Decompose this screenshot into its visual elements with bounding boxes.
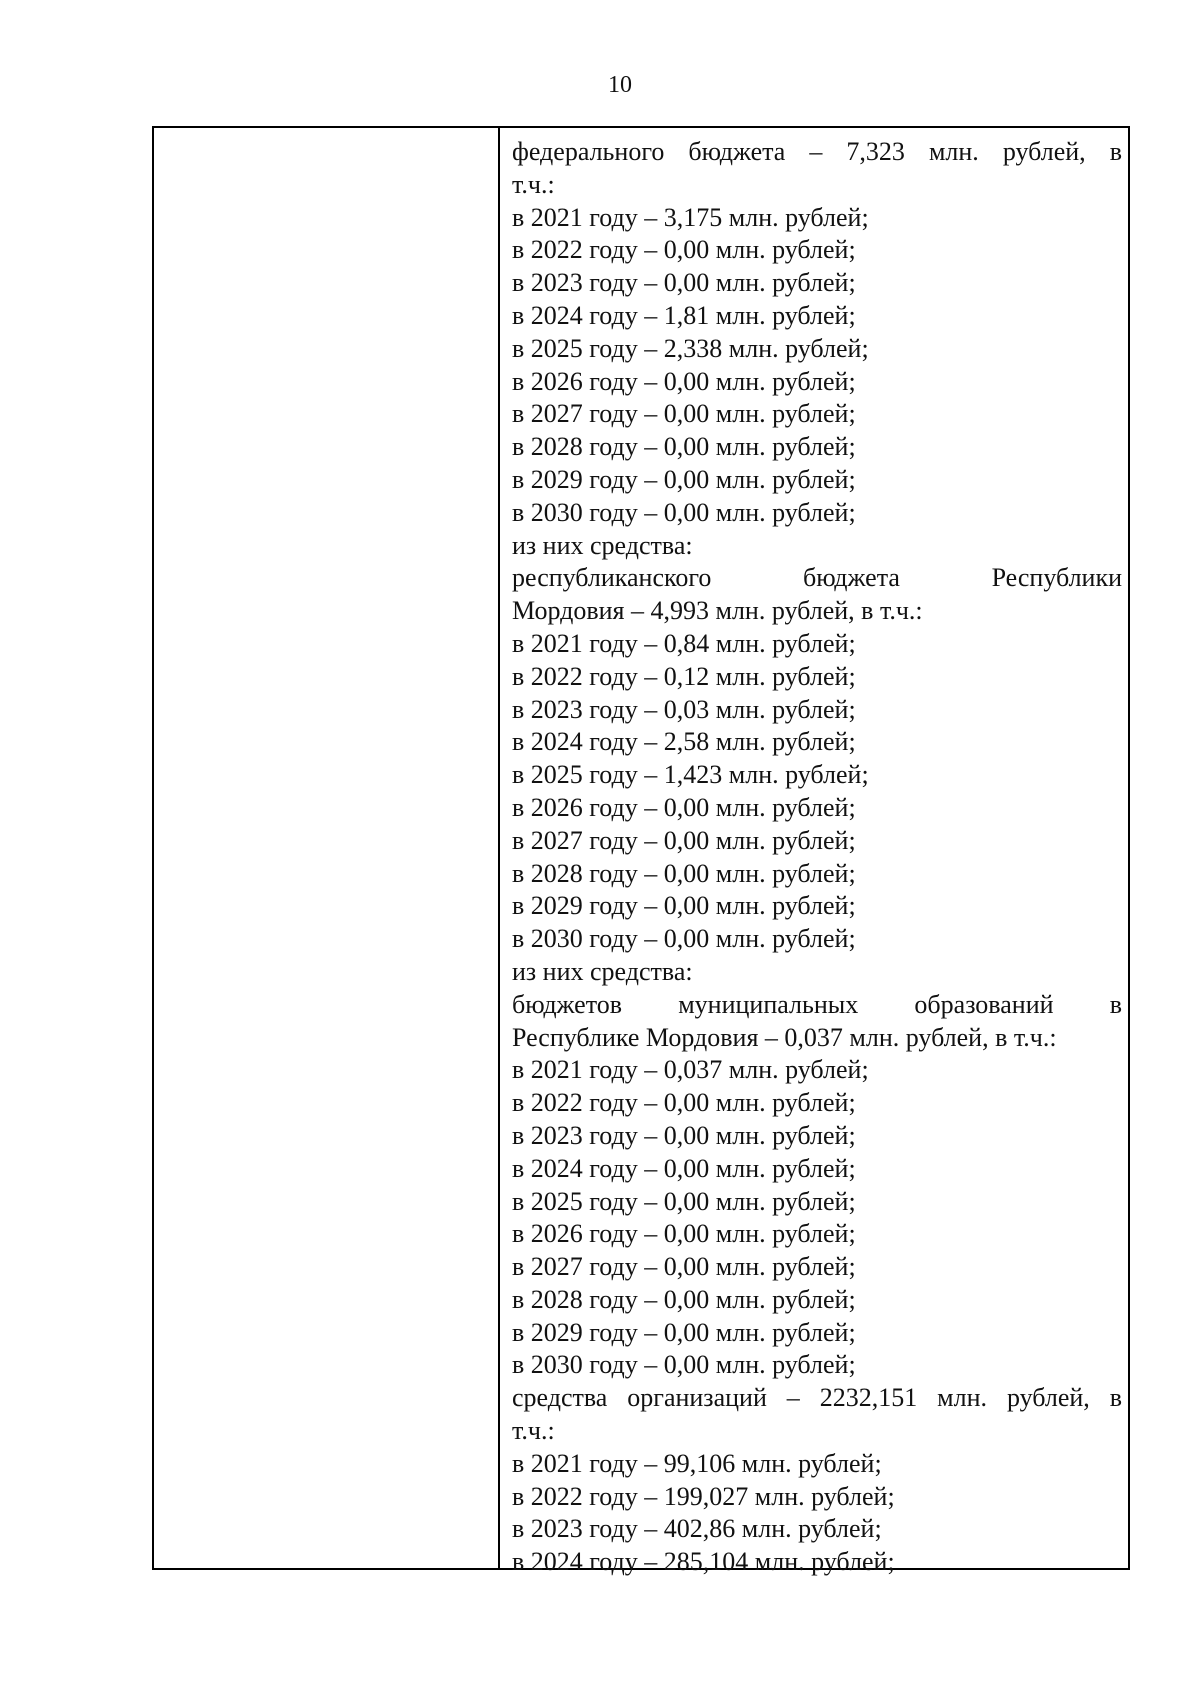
text-line: в 2026 году – 0,00 млн. рублей; — [512, 1219, 856, 1249]
text-line: в 2028 году – 0,00 млн. рублей; — [512, 432, 856, 462]
text-line: в 2030 году – 0,00 млн. рублей; — [512, 924, 856, 954]
text-line: в 2021 году – 0,037 млн. рублей; — [512, 1055, 869, 1085]
text-line: в 2026 году – 0,00 млн. рублей; — [512, 366, 856, 396]
text-line: в 2030 году – 0,00 млн. рублей; — [512, 497, 856, 527]
text-line: в 2022 году – 199,027 млн. рублей; — [512, 1481, 895, 1511]
page-number: 10 — [608, 72, 632, 98]
text-line: в 2021 году – 0,84 млн. рублей; — [512, 628, 856, 658]
text-line: в 2023 году – 0,00 млн. рублей; — [512, 1120, 856, 1150]
text-line: в 2024 году – 2,58 млн. рублей; — [512, 727, 856, 757]
text-line: т.ч.: — [512, 169, 555, 199]
text-line: республиканского бюджета Республики — [512, 563, 1122, 593]
text-line: в 2024 году – 0,00 млн. рублей; — [512, 1153, 856, 1183]
text-line: т.ч.: — [512, 1416, 555, 1446]
table-right-cell — [500, 128, 1128, 1577]
text-line: федерального бюджета – 7,323 млн. рублей, в — [512, 137, 1122, 166]
text-line: в 2023 году – 0,00 млн. рублей; — [512, 268, 856, 298]
table-left-cell — [154, 128, 500, 1568]
text-line: в 2028 году – 0,00 млн. рублей; — [512, 1284, 856, 1314]
text-line: бюджетов муниципальных образований в — [512, 989, 1122, 1019]
text-line: в 2026 году – 0,00 млн. рублей; — [512, 792, 856, 822]
text-line: в 2029 году – 0,00 млн. рублей; — [512, 464, 856, 494]
text-line: в 2027 году – 0,00 млн. рублей; — [512, 1252, 856, 1282]
text-line: в 2025 году – 2,338 млн. рублей; — [512, 333, 869, 363]
text-line: в 2025 году – 1,423 млн. рублей; — [512, 760, 869, 790]
text-line: в 2022 году – 0,00 млн. рублей; — [512, 235, 856, 265]
funding-table — [152, 126, 1130, 1577]
text-line: в 2025 году – 0,00 млн. рублей; — [512, 1186, 856, 1216]
text-line: в 2021 году – 3,175 млн. рублей; — [512, 202, 869, 232]
text-line: в 2027 году – 0,00 млн. рублей; — [512, 825, 856, 855]
text-line: в 2022 году – 0,00 млн. рублей; — [512, 1088, 856, 1118]
text-line: в 2024 году – 285,104 млн. рублей; — [512, 1547, 895, 1577]
text-line: Республике Мордовия – 0,037 млн. рублей, в т.ч.: — [512, 1022, 1057, 1052]
text-line: в 2024 году – 1,81 млн. рублей; — [512, 300, 856, 330]
text-line: в 2029 году – 0,00 млн. рублей; — [512, 1317, 856, 1347]
text-line: из них средства: — [512, 530, 693, 560]
text-line: Мордовия – 4,993 млн. рублей, в т.ч.: — [512, 596, 923, 626]
text-line: из них средства: — [512, 956, 693, 986]
text-line: в 2022 году – 0,12 млн. рублей; — [512, 661, 856, 691]
text-line: в 2027 году – 0,00 млн. рублей; — [512, 399, 856, 429]
text-line: в 2023 году – 0,03 млн. рублей; — [512, 694, 856, 724]
text-line: в 2028 году – 0,00 млн. рублей; — [512, 858, 856, 888]
text-line: в 2030 году – 0,00 млн. рублей; — [512, 1350, 856, 1380]
text-line: в 2023 году – 402,86 млн. рублей; — [512, 1514, 882, 1544]
text-line: в 2021 году – 99,106 млн. рублей; — [512, 1448, 882, 1478]
text-line: средства организаций – 2232,151 млн. рублей, в — [512, 1383, 1122, 1413]
text-line: в 2029 году – 0,00 млн. рублей; — [512, 891, 856, 921]
